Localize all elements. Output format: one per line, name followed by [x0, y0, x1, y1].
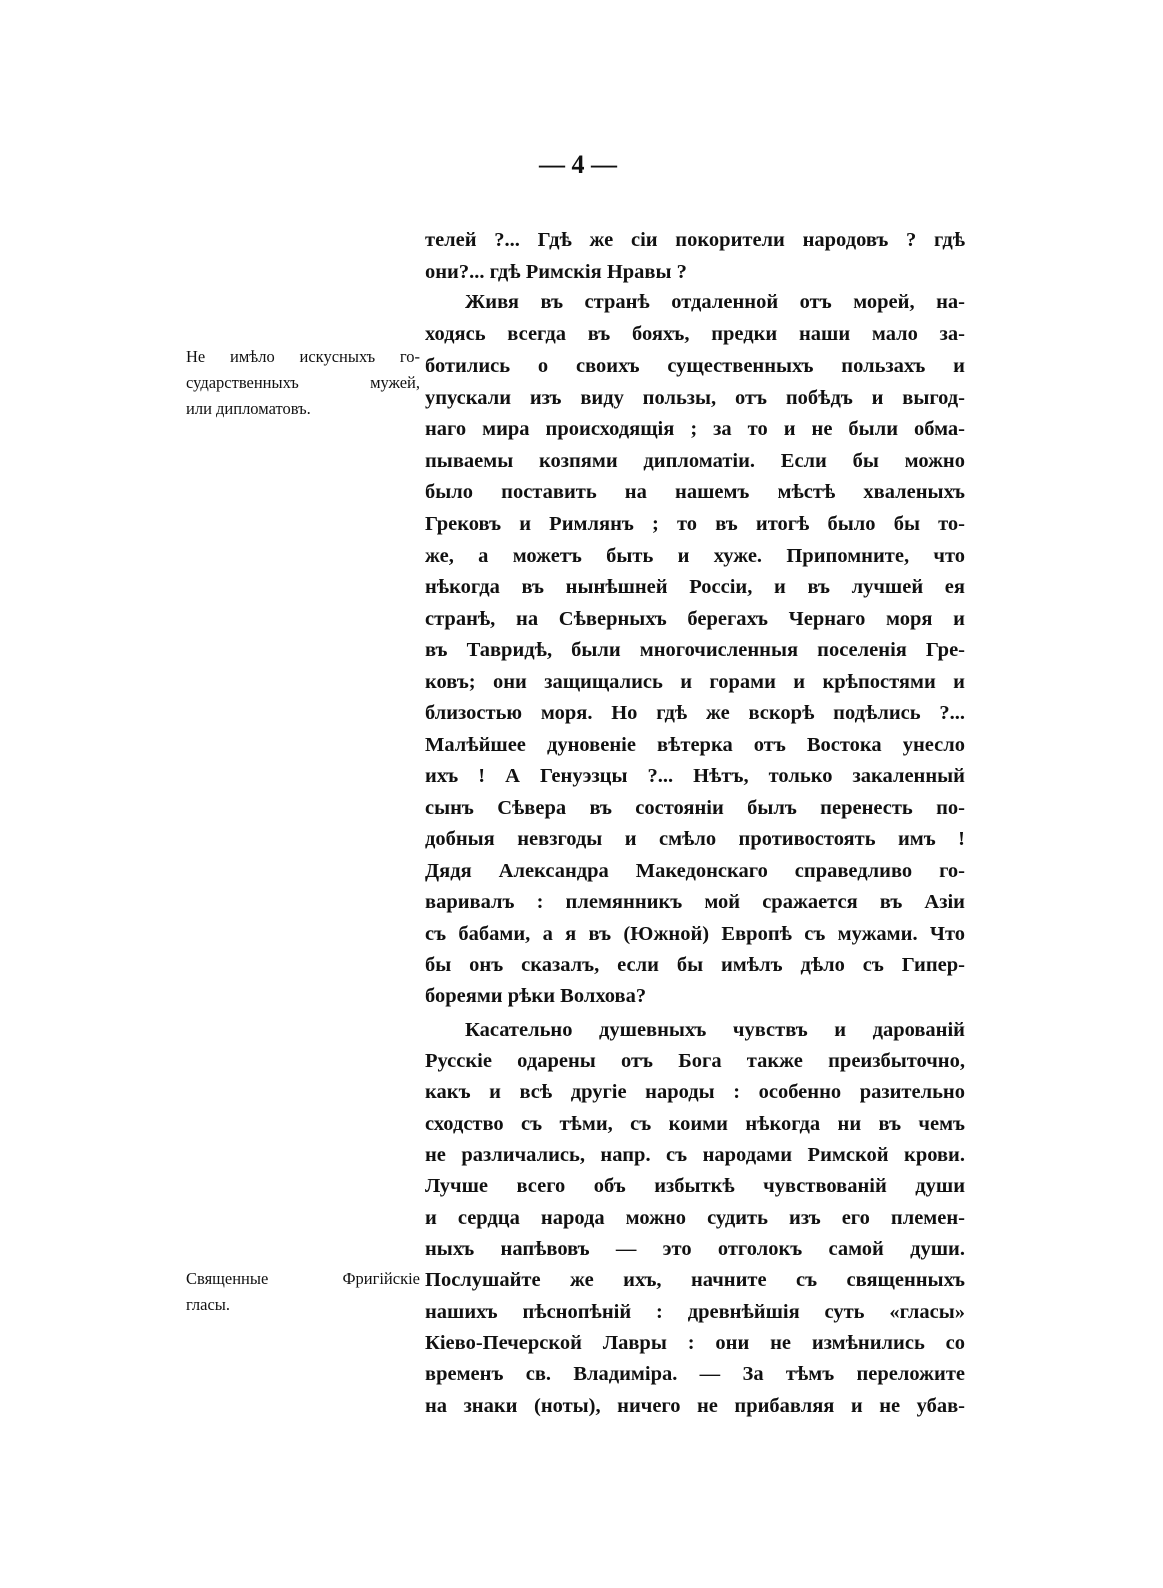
text-line: упускали изъ виду пользы, отъ побѣдъ и выгод- — [425, 387, 965, 409]
text-line: близостью моря. Но гдѣ же вскорѣ подѣлись ?... — [425, 702, 965, 724]
text-line: Грековъ и Римлянъ ; то въ итогѣ было бы то- — [425, 513, 965, 535]
text-line: бы онъ сказалъ, если бы имѣлъ дѣло съ Гипер- — [425, 954, 965, 976]
text-line: ихъ ! А Генуэзцы ?... Нѣтъ, только закаленный — [425, 765, 965, 787]
text-line: на знаки (ноты), ничего не прибавляя и не убав- — [425, 1395, 965, 1417]
text-line: Живя въ странѣ отдаленной отъ морей, на- — [465, 291, 965, 313]
text-line: ковъ; они защищались и горами и крѣпостями и — [425, 671, 965, 693]
text-line: и сердца народа можно судить изъ его племен- — [425, 1207, 965, 1229]
text-line: сходство съ тѣми, съ коими нѣкогда ни въ чемъ — [425, 1113, 965, 1135]
text-line: сынъ Сѣвера въ состояніи былъ перенесть по- — [425, 797, 965, 819]
text-line: они?... гдѣ Римскія Нравы ? — [425, 261, 687, 283]
text-line: варивалъ : племянникъ мой сражается въ Азіи — [425, 891, 965, 913]
text-line: Касательно душевныхъ чувствъ и дарованій — [465, 1019, 965, 1041]
margin-note-line: или дипломатовъ. — [186, 399, 311, 418]
text-line: Дядя Александра Македонскаго справедливо го- — [425, 860, 965, 882]
text-line: какъ и всѣ другіе народы : особенно разительно — [425, 1081, 965, 1103]
text-line: же, а можетъ быть и хуже. Припомните, что — [425, 545, 965, 567]
text-line: странѣ, на Сѣверныхъ берегахъ Чернаго моря и — [425, 608, 965, 630]
text-line: ходясь всегда въ бояхъ, предки наши мало за- — [425, 323, 965, 345]
page-number: — 4 — — [539, 150, 617, 179]
text-line: Послушайте же ихъ, начните съ священныхъ — [425, 1269, 965, 1291]
text-line: съ бабами, а я въ (Южной) Европѣ съ мужами. Что — [425, 923, 965, 945]
text-line: наго мира происходящія ; за то и не были обма- — [425, 418, 965, 440]
margin-note-phrygian-chants — [186, 1266, 420, 1318]
text-line: ныхъ напѣвовъ — это отголокъ самой души. — [425, 1238, 965, 1260]
text-line: телей ?... Гдѣ же сіи покорители народовъ ? гдѣ — [425, 229, 965, 251]
text-line: было поставить на нашемъ мѣстѣ хваленыхъ — [425, 481, 965, 503]
margin-note-line: гласы. — [186, 1295, 231, 1314]
margin-note-diplomats — [186, 344, 420, 422]
margin-note-line: Не имѣло искусныхъ го- — [186, 347, 420, 366]
margin-note-line: сударственныхъ мужей, — [186, 373, 420, 392]
text-line: временъ св. Владиміра. — За тѣмъ переложите — [425, 1363, 965, 1385]
text-line: бореями рѣки Волхова? — [425, 985, 647, 1007]
text-line: Русскіе одарены отъ Бога также преизбыточно, — [425, 1050, 965, 1072]
text-line: не различались, напр. съ народами Римской крови. — [425, 1144, 965, 1166]
text-line: Кіево-Печерской Лавры : они не измѣнились со — [425, 1332, 965, 1354]
text-line: Малѣйшее дуновеніе вѣтерка отъ Востока унесло — [425, 734, 965, 756]
text-line: добныя невзгоды и смѣло противостоять имъ ! — [425, 828, 965, 850]
text-line: пываемы козпями дипломатіи. Если бы можно — [425, 450, 965, 472]
margin-note-line: Священные Фригійскіе — [186, 1269, 420, 1288]
text-line: нѣкогда въ нынѣшней Россіи, и въ лучшей ея — [425, 576, 965, 598]
text-line: нашихъ пѣснопѣній : древнѣйшія суть «гласы» — [425, 1301, 965, 1323]
text-line: въ Тавридѣ, были многочисленныя поселенія Гре- — [425, 639, 965, 661]
text-line: Лучше всего объ избыткѣ чувствованій души — [425, 1175, 965, 1197]
text-line: ботились о своихъ существенныхъ пользахъ и — [425, 355, 965, 377]
